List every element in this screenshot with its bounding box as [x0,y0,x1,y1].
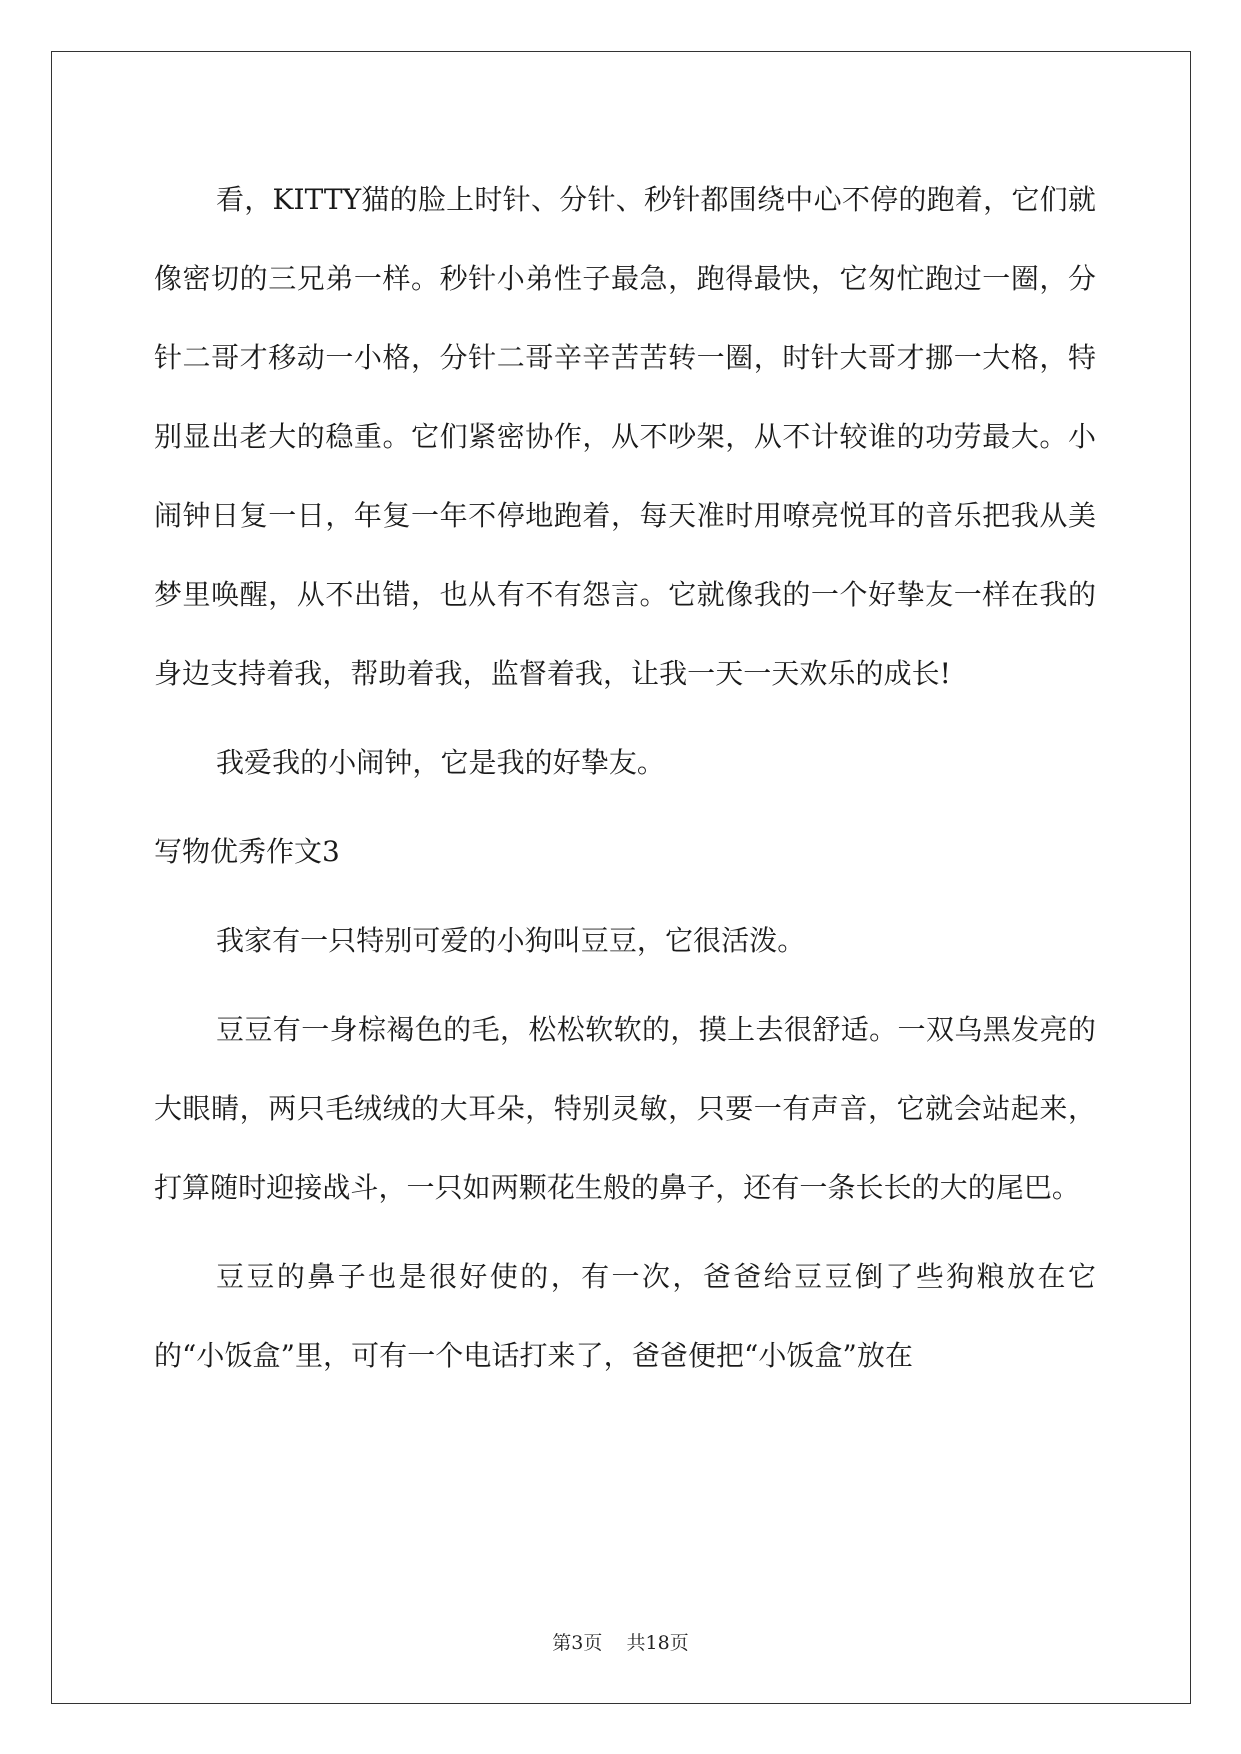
page-total: 共18页 [626,1632,689,1654]
paragraph: 豆豆的鼻子也是很好使的，有一次，爸爸给豆豆倒了些狗粮放在它的“小饭盒”里，可有一个电话打来了，爸爸便把“小饭盒”放在 [154,1260,1096,1372]
section-heading: 写物优秀作文3 [154,835,340,868]
paragraph: 豆豆有一身棕褐色的毛，松松软软的，摸上去很舒适。一双乌黑发亮的大眼睛，两只毛绒绒的大耳朵，特别灵敏，只要一有声音，它就会站起来，打算随时迎接战斗，一只如两颗花生般的鼻子，还有一条长长的大的尾巴。 [154,1013,1096,1204]
paragraph: 我爱我的小闹钟，它是我的好挚友。 [216,746,665,779]
paragraph: 看，KITTY猫的脸上时针、分针、秒针都围绕中心不停的跑着，它们就像密切的三兄弟一样。秒针小弟性子最急，跑得最快，它匆忙跑过一圈，分针二哥才移动一小格，分针二哥辛辛苦苦转一圈，时针大哥才挪一大格，特别显出老大的稳重。它们紧密协作，从不吵架，从不计较谁的功劳最大。小闹钟日复一日，年复一年不停地跑着，每天准时用嘹亮悦耳的音乐把我从美梦里唤醒，从不出错，也从有不有怨言。它就像我的一个好挚友一样在我的身边支持着我，帮助着我，监督着我，让我一天一天欢乐的成长! [154,183,1096,690]
page-number: 第3页 [552,1632,603,1654]
paragraph: 我家有一只特别可爱的小狗叫豆豆，它很活泼。 [216,924,806,957]
document-body [154,160,1096,1405]
page-footer [0,1630,1241,1656]
